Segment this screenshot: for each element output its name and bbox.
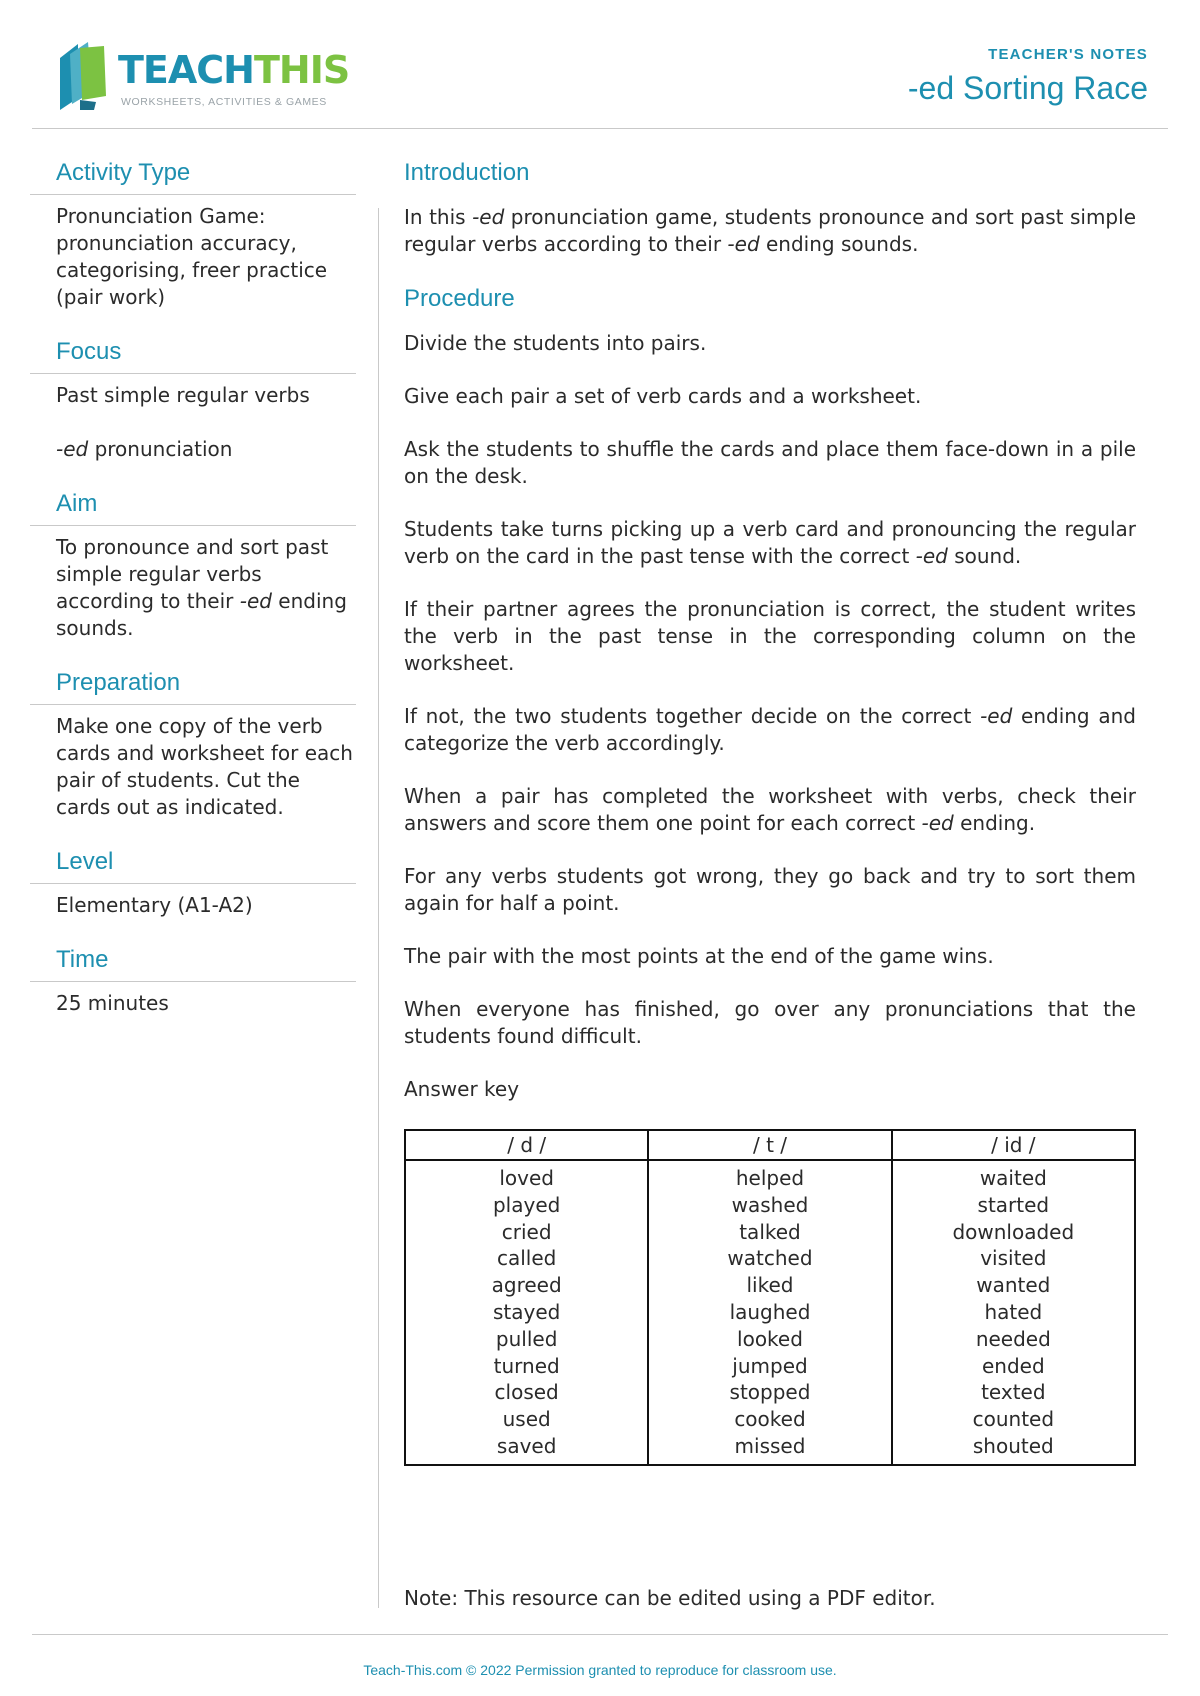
level-heading: Level	[30, 847, 356, 884]
book-icon	[56, 40, 116, 112]
answer-word: laughed	[729, 1299, 811, 1324]
level-section	[30, 847, 356, 919]
d-column	[405, 1160, 648, 1465]
answer-word: liked	[746, 1273, 794, 1298]
answer-word: missed	[734, 1433, 806, 1458]
answer-word: looked	[737, 1326, 803, 1351]
teach-this-logo	[56, 40, 356, 112]
logo-tagline: WORKSHEETS, ACTIVITIES & GAMES	[121, 96, 327, 108]
procedure-step: If not, the two students together decide on the correct -ed ending and categorize the verb accordingly.	[404, 704, 1136, 755]
time-section	[30, 945, 356, 1017]
procedure-step: When a pair has completed the worksheet with verbs, check their answers and score them one point for each correct -ed ending.	[404, 784, 1136, 835]
activity-type-section	[30, 158, 356, 311]
focus-heading: Focus	[30, 337, 356, 374]
time-text: 25 minutes	[56, 991, 169, 1015]
answer-word: visited	[980, 1246, 1047, 1271]
procedure-step: When everyone has finished, go over any pronunciations that the students found difficult.	[404, 997, 1136, 1048]
answer-word: stopped	[729, 1380, 811, 1405]
answer-word: texted	[981, 1380, 1046, 1405]
sidebar	[30, 158, 356, 1043]
answer-word: jumped	[732, 1353, 808, 1378]
logo-wordmark: TEACHTHIS	[118, 48, 350, 92]
focus-line-2: -ed pronunciation	[56, 437, 233, 461]
procedure-step: Give each pair a set of verb cards and a worksheet.	[404, 384, 922, 408]
aim-section	[30, 489, 356, 642]
level-text: Elementary (A1-A2)	[56, 893, 253, 917]
column-header-id: / id /	[892, 1130, 1135, 1160]
procedure-step: The pair with the most points at the end of the game wins.	[404, 944, 994, 968]
answer-word: counted	[972, 1407, 1055, 1432]
t-column	[648, 1160, 891, 1465]
header-divider	[32, 128, 1168, 129]
procedure-step: If their partner agrees the pronunciation is correct, the student writes the verb in the past tense in the corresponding column on the worksheet.	[404, 597, 1136, 675]
column-header-d: / d /	[405, 1130, 648, 1160]
answer-word: hated	[984, 1299, 1043, 1324]
aim-heading: Aim	[30, 489, 356, 526]
procedure-heading: Procedure	[404, 285, 515, 312]
answer-word: started	[977, 1192, 1050, 1217]
answer-word: saved	[496, 1433, 557, 1458]
preparation-heading: Preparation	[30, 668, 356, 705]
answer-word: wanted	[976, 1273, 1051, 1298]
preparation-text: Make one copy of the verb cards and worksheet for each pair of students. Cut the cards out as indicated.	[56, 714, 353, 819]
answer-word: needed	[975, 1326, 1051, 1351]
activity-type-text: Pronunciation Game: pronunciation accuracy, categorising, freer practice (pair work)	[56, 204, 328, 309]
answer-word: closed	[494, 1380, 559, 1405]
answer-word: loved	[499, 1166, 554, 1190]
page-title: -ed Sorting Race	[907, 70, 1148, 106]
answer-word: washed	[731, 1192, 809, 1217]
answer-word: ended	[981, 1353, 1045, 1378]
answer-word: talked	[739, 1219, 801, 1244]
main-content	[404, 158, 1136, 1466]
column-header-t: / t /	[648, 1130, 891, 1160]
id-column	[892, 1160, 1135, 1465]
answer-word: turned	[493, 1353, 560, 1378]
teachers-notes-label: TEACHER'S NOTES	[988, 46, 1148, 63]
answer-word: called	[496, 1246, 557, 1271]
answer-word: downloaded	[952, 1219, 1075, 1244]
editing-note: Note: This resource can be edited using a PDF editor.	[404, 1586, 936, 1610]
answer-key-label: Answer key	[404, 1077, 520, 1101]
answer-word: pulled	[495, 1326, 558, 1351]
procedure-step: Ask the students to shuffle the cards and place them face-down in a pile on the desk.	[404, 437, 1136, 488]
answer-word: shouted	[972, 1433, 1054, 1458]
answer-key-table	[404, 1129, 1136, 1466]
introduction-text: In this -ed pronunciation game, students pronounce and sort past simple regular verbs according to their -ed ending sounds.	[404, 205, 1136, 256]
answer-word: played	[492, 1192, 561, 1217]
answer-word: agreed	[491, 1273, 562, 1298]
answer-word: helped	[735, 1166, 805, 1190]
footer-divider	[32, 1634, 1168, 1635]
focus-section	[30, 337, 356, 463]
introduction-heading: Introduction	[404, 159, 530, 186]
procedure-step: Divide the students into pairs.	[404, 331, 707, 355]
footer-copyright: Teach-This.com © 2022 Permission granted to reproduce for classroom use.	[363, 1662, 837, 1678]
answer-word: used	[502, 1407, 551, 1432]
answer-word: cooked	[734, 1407, 806, 1432]
answer-word: cried	[501, 1219, 552, 1244]
time-heading: Time	[30, 945, 356, 982]
aim-text: To pronounce and sort past simple regular verbs according to their -ed ending sounds.	[56, 535, 347, 640]
activity-type-heading: Activity Type	[30, 158, 356, 195]
page-header	[0, 0, 1200, 130]
procedure-step: Students take turns picking up a verb card and pronouncing the regular verb on the card in the past tense with the correct -ed sound.	[404, 517, 1136, 568]
procedure-step: For any verbs students got wrong, they go back and try to sort them again for half a point.	[404, 864, 1136, 915]
focus-line-1: Past simple regular verbs	[56, 383, 310, 407]
preparation-section	[30, 668, 356, 821]
answer-word: waited	[979, 1166, 1047, 1190]
answer-word: stayed	[492, 1299, 561, 1324]
answer-word: watched	[727, 1246, 813, 1271]
column-divider	[378, 208, 379, 1608]
